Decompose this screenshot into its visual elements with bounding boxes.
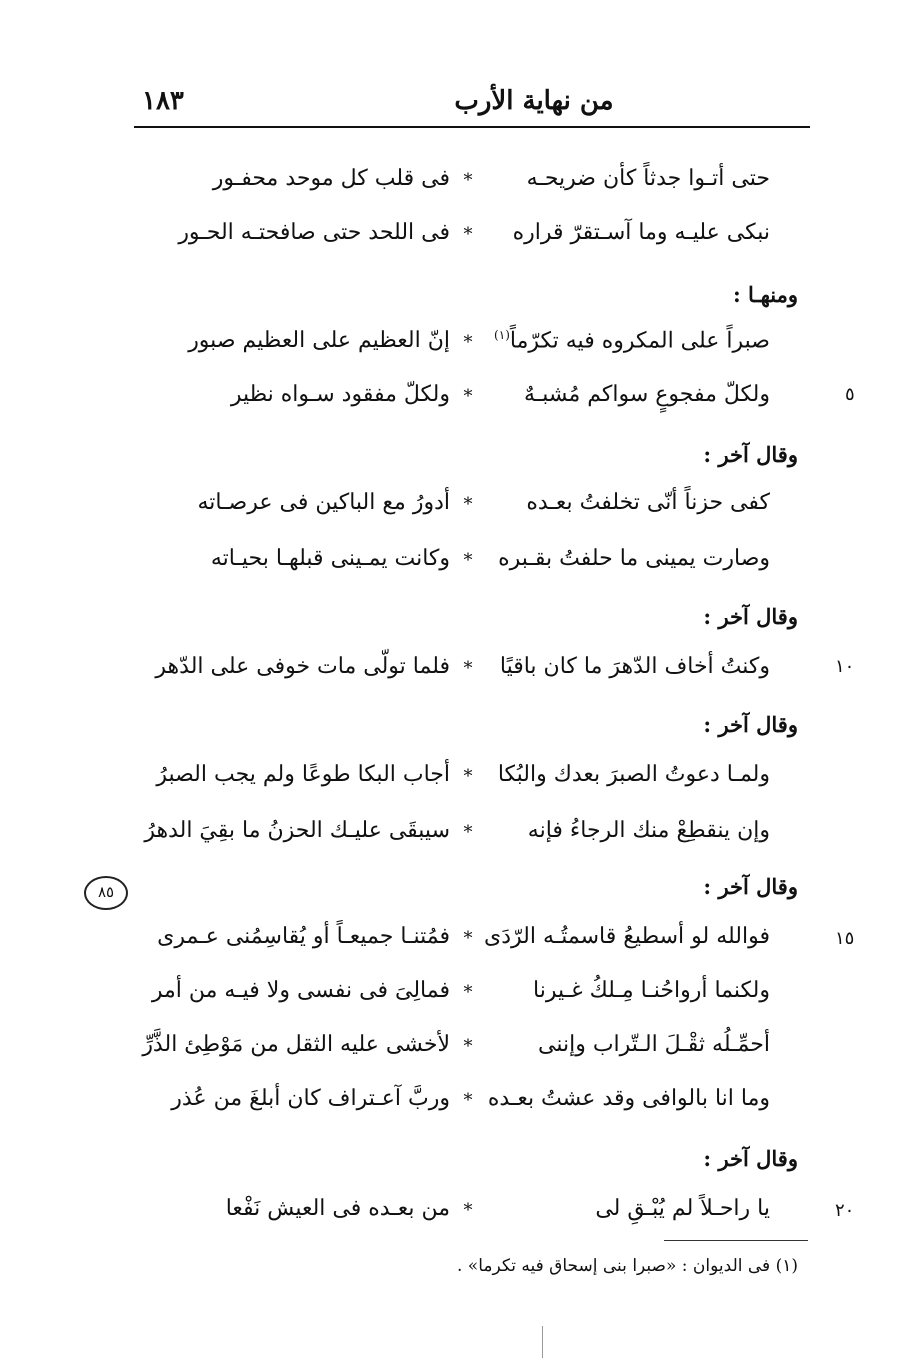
line-number: ١٥ <box>835 928 855 949</box>
verse-separator: * <box>463 1036 473 1057</box>
verse-second-hemistich: فمُتنـا جميعـاً أو يُقاسِمُنى عـمرى <box>157 924 450 949</box>
folio-mark: ٨٥ <box>84 876 128 910</box>
verse-separator: * <box>463 766 473 787</box>
verse-first-hemistich: نبكى عليـه وما آسـتقرّ قراره <box>512 220 770 245</box>
verse-first-hemistich: وكنتُ أخاف الدّهرَ ما كان باقيًا <box>499 654 770 679</box>
verse-line <box>150 1190 770 1234</box>
verse-separator: * <box>463 224 473 245</box>
verse-separator: * <box>463 550 473 571</box>
verse-second-hemistich: لأخشى عليه الثقل من مَوْطِئ الذَّرِّ <box>142 1032 450 1057</box>
verse-second-hemistich: فلما تولّى مات خوفى على الدّهر <box>155 654 450 679</box>
verse-intro: وقال آخر : <box>703 1146 798 1171</box>
verse-intro: وقال آخر : <box>703 442 798 467</box>
verse-line <box>150 540 770 584</box>
footnote: (١) فى الديوان : «صبرا بنى إسحاق فيه تكرما» . <box>457 1256 798 1276</box>
verse-second-hemistich: وكانت يمـينى قبلهـا بحيـاته <box>210 546 450 571</box>
page-number: ١٨٣ <box>142 86 184 116</box>
verse-separator: * <box>463 1090 473 1111</box>
verse-intro: وقال آخر : <box>703 712 798 737</box>
verse-separator: * <box>463 822 473 843</box>
verse-separator: * <box>463 332 473 353</box>
verse-line <box>150 376 770 420</box>
verse-second-hemistich: أجاب البكا طوعًا ولم يجب الصبرُ <box>156 762 450 787</box>
line-number: ٥ <box>845 384 855 405</box>
verse-second-hemistich: فى اللحد حتى صافحتـه الحـور <box>178 220 450 245</box>
verse-line <box>150 756 770 800</box>
verse-line <box>150 484 770 528</box>
verse-line <box>150 214 770 258</box>
verse-first-hemistich <box>490 328 770 353</box>
verse-separator: * <box>463 1200 473 1221</box>
footnote-rule <box>664 1240 808 1241</box>
verse-separator: * <box>463 928 473 949</box>
verse-intro: ومنهـا : <box>732 282 798 307</box>
verse-second-hemistich: ولكلّ مفقود سـواه نظير <box>230 382 450 407</box>
page-header <box>134 70 810 128</box>
verse-separator: * <box>463 386 473 407</box>
header-rule <box>134 126 810 128</box>
verse-second-hemistich: سيبقَى عليـك الحزنُ ما بقِيَ الدهرُ <box>144 818 450 843</box>
verse-first-hemistich: ولمـا دعوتُ الصبرَ بعدك والبُكا <box>497 762 770 787</box>
verse-first-hemistich: فوالله لو أسطيعُ قاسمتُـه الرّدَى <box>484 924 770 949</box>
footnote-marker: (١) <box>494 328 510 342</box>
verse-text: صبراً على المكروه فيه تكرّماً <box>509 328 770 354</box>
gutter-line <box>542 1326 543 1358</box>
verse-line <box>150 972 770 1016</box>
verse-first-hemistich: ولكنما أرواحُنـا مِـلكُ غـيرنا <box>533 978 770 1003</box>
verse-intro: وقال آخر : <box>703 604 798 629</box>
verse-separator: * <box>463 982 473 1003</box>
verse-first-hemistich: وصارت يمينى ما حلفتُ بقـبره <box>498 546 770 571</box>
verse-line <box>150 918 770 962</box>
verse-line <box>150 648 770 692</box>
line-number: ٢٠ <box>835 1200 855 1221</box>
verse-line <box>142 1026 770 1070</box>
verse-separator: * <box>463 658 473 679</box>
verse-line <box>144 812 770 856</box>
verse-second-hemistich: من بعـده فى العيش نَفْعا <box>225 1196 450 1221</box>
verse-first-hemistich: أحمِّـلُه ثقْـلَ الـتّراب وإننى <box>538 1032 770 1057</box>
running-title: من نهاية الأرب <box>454 86 614 116</box>
verse-separator: * <box>463 170 473 191</box>
verse-separator: * <box>463 494 473 515</box>
verse-second-hemistich: إنّ العظيم على العظيم صبور <box>188 328 450 353</box>
verse-intro: وقال آخر : <box>703 874 798 899</box>
verse-first-hemistich: كفى حزناً أنّى تخلفتُ بعـده <box>526 490 770 515</box>
verse-line <box>150 160 770 204</box>
line-number: ١٠ <box>835 656 855 677</box>
verse-line <box>150 322 770 366</box>
verse-first-hemistich: يا راحـلاً لم يُبْـقِ لى <box>595 1196 770 1221</box>
verse-second-hemistich: أدورُ مع الباكين فى عرصـاته <box>197 490 450 515</box>
verse-first-hemistich: ولكلّ مفجوعٍ سواكم مُشبـهٌ <box>523 382 770 407</box>
verse-first-hemistich: وما انا بالوافى وقد عشتُ بعـده <box>487 1086 770 1111</box>
verse-line <box>150 1080 770 1124</box>
verse-second-hemistich: فى قلب كل موحد محفـور <box>212 166 450 191</box>
verse-first-hemistich: وإن ينقطِعْ منك الرجاءُ فإنه <box>527 818 770 843</box>
verse-first-hemistich: حتى أتـوا جدثاً كأن ضريحـه <box>526 166 770 191</box>
verse-second-hemistich: وربَّ آعـتراف كان أبلغَ من عُذر <box>171 1086 450 1111</box>
verse-second-hemistich: فمالِىَ فى نفسى ولا فيـه من أمر <box>151 978 450 1003</box>
